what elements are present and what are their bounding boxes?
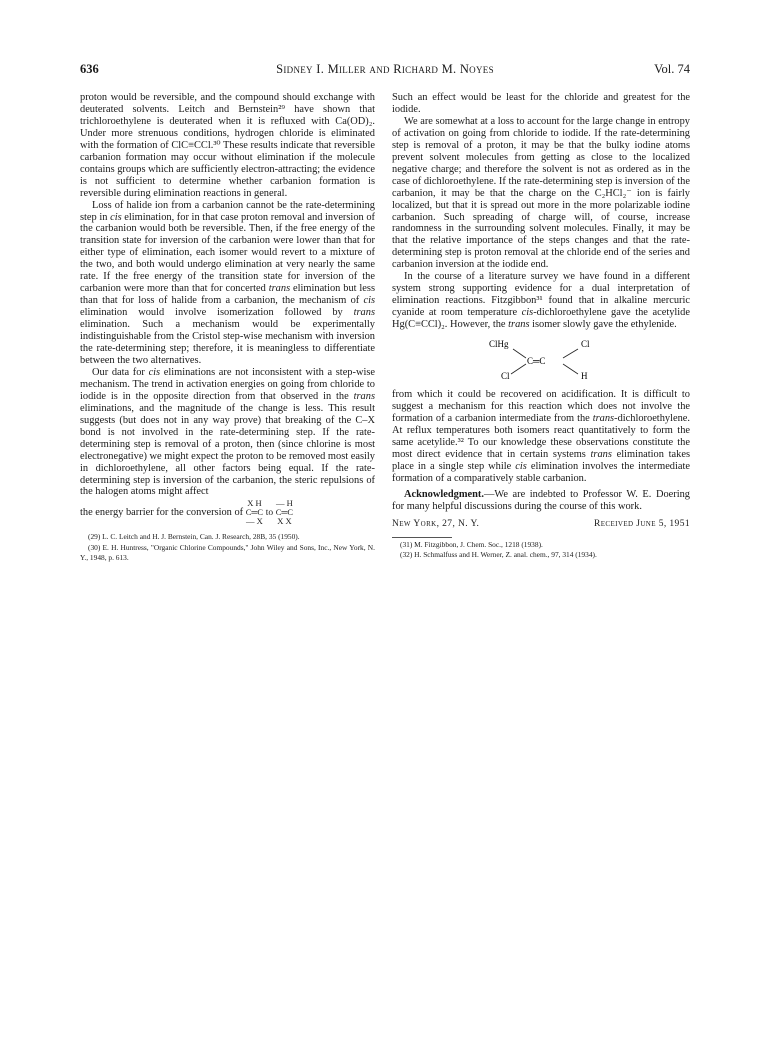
received-date: Received June 5, 1951 xyxy=(593,518,690,529)
left-column xyxy=(80,92,375,563)
acknowledgment: Acknowledgment.—We are indebted to Professor W. E. Doering for many helpful discussions during the course of this work. xyxy=(392,488,690,512)
formula-x-x: — H C═C X X xyxy=(275,498,294,527)
bond-line xyxy=(513,349,526,358)
paragraph: Our data for cis eliminations are not inconsistent with a step-wise mechanism. The trend in activation energies on going from chloride to iodide is in the opposite direction from that observed in the trans eliminations, and the magnitude of the change is less. This result suggests (but does not in any way prove) that breaking of the C–X bond is not involved in the rate-determining step. If the rate-determining step is removal of a proton, then (since chlorine is most electronegative) we might expect the proton to be removed most easily in dichloroethylene, all other factors being equal. If the rate-determining step is inversion of the carbanion, the steric repulsions of the halogen atoms might affect xyxy=(80,366,376,498)
footnote: (30) E. H. Huntress, "Organic Chlorine Compounds," John Wiley and Sons, Inc., New York, N. Y., 1948, p. 613. xyxy=(80,543,375,562)
place: New York, 27, N. Y. xyxy=(392,518,480,529)
formula-x-h: X H C═C — X xyxy=(245,498,264,527)
footnote: (31) M. Fitzgibbon, J. Chem. Soc., 1218 (1938). xyxy=(400,539,543,549)
struct-label-h: H xyxy=(581,371,588,382)
footnote-rule xyxy=(392,537,452,538)
paragraph: We are somewhat at a loss to account for the large change in entropy of activation on going from chloride to iodide. If the rate-determining step is removal of a proton, it may be that the bulky iodine atoms prevent solvent molecules from getting as close to the localized negative charge; and therefore the solvent is not as ordered as in the case of dichloroethylene. If the rate-determining step is inversion of the carbanion, it may be that the charge on the C₂HCl₂⁻ ion is fairly localized, but that it is spread out more in the more polarizable iodine carbanion. Such spreading of charge will, of course, increase randomness in the surrounding solvent molecules. Finally, it may be that the relative importance of the steps changes and that the rate-determining step is proton removal at the chloride end of the series and carbanion inversion at the iodide end. xyxy=(392,115,690,271)
footnotes-right xyxy=(392,537,690,560)
bond-line xyxy=(563,349,578,358)
page-number: 636 xyxy=(80,62,99,76)
struct-label-double-bond: C═C xyxy=(527,356,546,367)
struct-label-cl-bottom: Cl xyxy=(501,371,510,382)
signature-line xyxy=(392,519,690,531)
bond-line xyxy=(563,364,578,374)
paragraph: Loss of halide ion from a carbanion cannot be the rate-determining step in cis elimination, for in that case proton removal and inversion of the carbanion would both be reversible. Then, if the free energy of the transition state for inversion of the carbanion were lower than that for either type of elimination, each isomer would revert to a mixture of the two, and both would undergo elimination at very nearly the same rate. If the free energy of the transition state for inversion of the carbanion were more than that for concerted trans elimination but less than that for loss of halide from a carbanion, the mechanism of cis elimination would involve isomerization followed by trans elimination. Such a mechanism would be experimentally indistinguishable from the Cristol step-wise mechanism with inversion the rate-determining step; therefore, it is meaningless to differentiate between the two alternatives. xyxy=(80,199,376,366)
paragraph: In the course of a literature survey we have found in a different system strong supporting evidence for a dual interpretation of elimination reactions. Fitzgibbon³¹ found that in alkaline mercuric cyanide at room temperature cis-dichloroethylene gave the acetylide Hg(C≡CCl)₂. However, the trans isomer slowly gave the ethylenide. xyxy=(392,271,690,331)
paragraph: from which it could be recovered on acidification. It is difficult to suggest a mechanism for this reaction which does not involve the formation of a carbanion intermediate from the trans-dichloroethylene. At reflux temperatures both isomers react quantitatively to form the same acetylide.³² To our knowledge these observations constitute the most direct evidence that in certain systems trans elimination takes place in a single step while cis elimination involves the intermediate formation of a comparatively stable carbanion. xyxy=(392,389,690,484)
volume-label: Vol. 74 xyxy=(654,62,690,76)
running-header xyxy=(80,62,690,78)
paragraph: Such an effect would be least for the chloride and greatest for the iodide. xyxy=(392,92,690,115)
bond-line xyxy=(511,364,526,374)
formula-line: the energy barrier for the conversion of X H C═C — X to — H C═C X X xyxy=(80,498,294,527)
footnote: (29) L. C. Leitch and H. J. Bernstein, Can. J. Research, 28B, 35 (1950). xyxy=(88,532,300,542)
struct-label-cl-top: Cl xyxy=(581,339,590,350)
paragraph: proton would be reversible, and the compound should exchange with deuterated solvents. Leitch and Bernstein²⁹ have shown that trichloroethylene is deuterated when it is refluxed with Ca(OD)₂. Under more strenuous conditions, hydrogen chloride is eliminated with the formation of ClC≡CCl.³⁰ These results indicate that reversible carbanion formation may occur without elimination if the molecule contains groups which are sufficiently electron-attracting; the evidence is not sufficient to determine whether carbanion formation is reversible during elimination reactions in general. xyxy=(80,92,375,199)
running-authors: Sidney I. Miller and Richard M. Noyes xyxy=(276,62,494,76)
right-column xyxy=(392,92,690,561)
footnote: (32) H. Schmalfuss and H. Werner, Z. anal. chem., 97, 314 (1934). xyxy=(400,550,597,560)
struct-label-clhg: ClHg xyxy=(489,339,509,350)
footnotes-left xyxy=(80,532,375,562)
ethylenide-structure xyxy=(481,337,601,383)
